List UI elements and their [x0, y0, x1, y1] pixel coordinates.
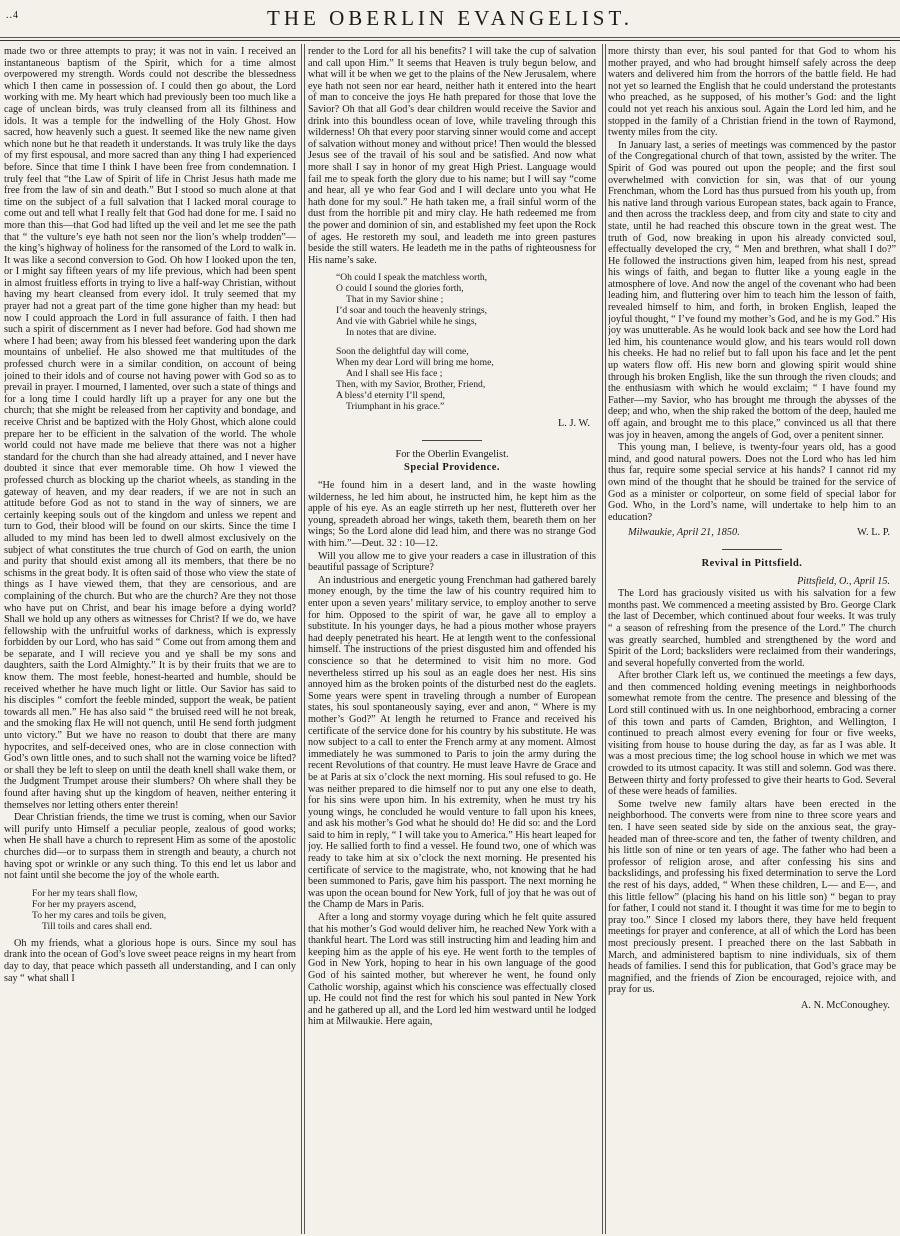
article-paragraph: Will you allow me to give your readers a case in illustration of this beautiful passage of Scripture?	[308, 550, 596, 574]
article-paragraph: After a long and stormy voyage during which he felt quite assured that his mother’s God would deliver him, he reached New York with a thankful heart. The Lord was still instructing him and leading him and keeping him as the apple of his eye. He went forth to the temples of God in New York, hoping to hear in his own language of the good God of his sainted mother, but wherever he went, he found only Catholic worship, against which his conscience was effectually closed up. He could not find the rest for which his soul panted in New York and he gathered up all, and the Lord led him westward until he lodged him at Milwaukie. Here again,	[308, 912, 596, 1028]
article-paragraph: Some twelve new family altars have been erected in the neighborhood. The converts were from nine to three score years and ten. I have seen seated side by side on the anxious seat, the gray-headed man of three-score and ten, the father of twenty children, and his little son of nine or ten years of age. The father who had been a professor of religion arose, and after confessing his sins and backslidings, and professing his fixed determination to serve the Lord the rest of his days, added, “ When these children, L— and E—, and this little fellow” (placing his hand on his little son) “ began to pray for father, I could not stand it. I thought it was time for me to begin to pray too.” Since I closed my labors there, they have held frequent meetings for prayer and conference, at all of which the Lord has been most preciously present. I preached there on the last Sabbath in March, and administered baptism to nine individuals, six of them heads of families. I send this for publication, that God’s grace may be magnified, and the friends of Zion be encouraged, rejoice with, and pray for us.	[608, 798, 896, 996]
poem-line: And vie with Gabriel while he sings,	[336, 316, 477, 328]
poem-line: And I shall see His face ;	[346, 368, 443, 380]
article-title: Special Providence.	[404, 462, 500, 474]
poem-line: “Oh could I speak the matchless worth,	[336, 272, 488, 284]
poem-line: That in my Savior shine ;	[346, 294, 444, 306]
section-rule	[722, 549, 782, 550]
article-dateline: Pittsfield, O., April 15.	[797, 575, 890, 587]
masthead	[0, 0, 900, 41]
article-paragraph: The Lord has graciously visited us with his salvation for a few months past. We commenced a meeting assisted by Bro. George Clark the last of December, which continued about four weeks. It was truly “ a season of refreshing from the presence of the Lord.” The church was greatly searched, humbled and strengthened by the word and Spirit of the Lord; backsliders were reclaimed from their wanderings, and several hopefully converted from the world.	[608, 588, 896, 669]
masthead-rule	[0, 37, 900, 38]
poem-line: Then, with my Savior, Brother, Friend,	[336, 379, 486, 391]
hymn-verse	[4, 888, 296, 932]
poem-line: For her my prayers ascend,	[32, 898, 137, 910]
author-signature: L. J. W.	[557, 418, 590, 430]
article-title: Revival in Pittsfield.	[701, 557, 803, 569]
scripture-quote: “He found him in a desert land, and in the waste howling wilderness, he led him about, he instructed him, he kept him as the apple of his eye. As an eagle stirreth up her nest, fluttereth over her young, spreadeth abroad her wings, taketh them, beareth them on her wings; So the Lord alone did lead him, and there was no strange God with him.”—Deut. 32 : 10—12.	[308, 480, 596, 550]
section-rule	[422, 440, 482, 441]
newspaper-title: THE OBERLIN EVANGELIST.	[267, 6, 633, 30]
poem-line: To her my cares and toils be given,	[32, 909, 167, 921]
poem-line: When my dear Lord will bring me home,	[336, 357, 494, 369]
poem-line: Till toils and cares shall end.	[42, 920, 152, 932]
page-number: ..4	[6, 10, 19, 21]
article-paragraph: After brother Clark left us, we continued the meetings a few days, and then commenced holding evening meetings in neighborhoods somewhat remote from the centre. The presence and blessing of the Lord still continued with us. In one neighborhood, embracing a corner of this town and parts of Camden, Brighton, and Wellington, I continued to preach almost every evening for four or five weeks, visiting from house to house during the day, as far as I was able. It was a most precious time; the log school house in which we met was crowded to its utmost capacity. It was still and solemn. God was there. Between thirty and forty professed to give their hearts to God. Several of these were heads of families.	[608, 670, 896, 798]
poem-line: In notes that are divine.	[346, 327, 437, 339]
article-paragraph: made two or three attempts to pray; it was not in vain. I received an instantaneous baptism of the Spirit, which for a time almost overpowered my strength. Words could not describe the blessedness which I then came in possession of. I could then go about, the Lord working with me. My heart which had previously been too much like a cage of unclean birds, was truly cleansed from all its filthiness and idols. It was a temple for the indwelling of the Holy Ghost. How sacred, how heavenly such a guest. It seemed like the new name given which none but he that readeth it understands. It was truly like the days of my first espousal, and more sacred than any thing I had experienced before. Since that time I think I have been free from condemnation. I truly feel that “the Law of Spirit of life in Christ Jesus hath made me free from the law of sin and death.” But I stood so much alone at that time on the subject of a full salvation that I lacked moral courage to come out and tell what I really felt that God had done for me. I said no more than this—that God had lifted up the veil and let me see the path that “ the vulture’s eye hath not seen nor the lion’s whelp trodden”—the king’s highway of holiness for the ransomed of the Lord to walk in. It was like a second conversion to God. Oh how I looked upon the ten, or I might say fifteen years of my life previous, which had been spent in almost fruitless efforts in trying to live a half-way Christian, without having my heart cleansed from every idol. It truly seemed that my prayer had not a great part of the time gone higher than my head: but now I could approach the Lord in full assurance of faith. I then had such a spirit of discernment as I never had before. God had shown me where I had been; away from his blessed feet wandering upon the dark mountains of unbelief. He also showed me that multitudes of the professed church were in a similar condition, on account of being joined to their idols and of course not having power with God so as to prevail in prayer. I mourned, I lamented, over such a state of things and for a long time I could hardly lift up a prayer for any one but the church; that she might be released from her captivity and bondage, and receive Christ and be baptized with the Holy Ghost, which alone could prepare her to be efficient in the salvation of the world. The whole world could not have made me believe that there was not a higher standard for the church than she had already attained, and I never have doubted it since that ever memorable time. Oh how I viewed the professed church as blocking up the chariot wheels, as standing in the gateway of heaven, and my dear readers, if we are not in such an attitude before God as not to stand in the way of sinners, we are certainly keeping souls out of the kingdom and unless we repent and turn to God, their blood will be found on our skirts. Since the time I alluded to my mind has been led to dwell almost exclusively on the subject of what constitutes the true church of God on earth, the union and purity that should exist among all its members, that there be no schisms in the great body. It is often said of those who view the state of things as I have viewed them, that they are censorious, and are complaining of the church. But who are the church? Are they not those who have put on Christ, and bear his image before a dying world? Shall we hold up any others as witnesses for Christ? If we do, we have fellowship with the unfruitful works of darkness, which is expressly forbidden by our Lord, who has said “ Come out from among them and be separate, and I will recieve you and ye shall be my sons and daughters, saith the Lord Almighty.” It is by their fruits that we are to know them. The most feeble, honest-hearted and humble, should be received whether he have much light or little. Our Savior has said to his disciples “ comfort the feeble minded, support the weak, be patient towards all men.” He has also said “ the bruised reed will he not break, and the smoking flax He will not quench, until He send forth judgment unto victory.” But we have no reason to doubt that there are many hypocrites, and self-deceived ones, who are in close connection with God’s own little ones, and to such shall not the warning voice be lifted? or shall they be left to sleep on until the death knell shall wake them, or the Judgment Trumpet arouse their slumbers? Oh where shall they be found after having shut up the kingdom of heaven, neither entering it themselves nor letting others enter therein!	[4, 46, 296, 811]
poem-line: Soon the delightful day will come,	[336, 346, 469, 358]
hymn-verse	[308, 272, 596, 412]
author-signature: A. N. McConoughey.	[800, 999, 890, 1011]
column-divider-1	[301, 44, 302, 1234]
column-3	[608, 46, 896, 1232]
column-1	[4, 46, 296, 1232]
poem-line: A bless’d eternity I’ll spend,	[336, 390, 445, 402]
article-paragraph: more thirsty than ever, his soul panted for that God to whom his mother prayed, and who had brought himself safely across the deep waters and delivered him from the horrors of the battle field. He had not yet so learned the English that he could understand the protestants who preached, as he supposed, of his mother’s God: and the light could not yet reach his anxious soul. Again the Lord led him, and he stopped in the family of a Christian friend in the town of Raymond, twenty miles from the city.	[608, 46, 896, 139]
article-source: For the Oberlin Evangelist.	[395, 448, 509, 460]
poem-line: Triumphant in his grace.”	[346, 401, 445, 413]
article-paragraph: Oh my friends, what a glorious hope is ours. Since my soul has drank into the ocean of God’s love sweet peace reigns in my heart from day to day, that peace which passeth all understanding, and I can only say “ what shall I	[4, 937, 296, 984]
signature-row	[608, 527, 890, 539]
article-paragraph: An industrious and energetic young Frenchman had gathered barely money enough, by the time the law of his country required him to enter upon a seven years’ military service, to employ another to serve for him. Opposed to the spirit of war, he gave all to employ a substitute. In his younger days, he had a pious mother whose prayers had deeply penetrated his heart. He at length went to the confessional himself. The instructions of the priest disgusted him and offended his conscience so that he determined to visit him no more. God nevertheless stirred up his soul as an eagle does her nest. His sins annoyed him as the broken points of the disturbed nest do the eaglets. Some years were spent in traveling through a number of European states, his soul spontaneously saying, ever and anon, “ Where is my mother’s God?” At length he returned to France and received his certificate of the service done for his country by his substitute. He was now subject to a call to enter the French army at any moment. Almost immediately he was summoned to Paris to join the army during the recent Revolutions of that country. He must leave Havre de Grace and be at Paris at six o’clock the next morning. His soul refused to go. He was neither prepared to die himself nor to put any one else to death, for his sins were upon him. In his extremity, when he must try his young wings, he concluded he would venture to fall upon his knees, and ask his mother’s God what he should do! He did so: and the Lord said to him in reply, “ I will take you to America.” His heart leaped for joy. He sallied forth to find a vessel. He found two, one of which was ready to take him at six o’clock the next morning. He presented his certificate of service to the magistrate, who, not knowing that he had been summoned to Paris, gave him his passport. The next morning he was upon the ocean bound for New York, full of joy that he was out of the Champ de Mars in Paris.	[308, 574, 596, 911]
column-2	[308, 46, 596, 1232]
article-paragraph: Dear Christian friends, the time we trust is coming, when our Savior will purify unto Himself a peculiar people, zealous of good works; when He shall have a church to represent Him as some of the apostolic churches did—or to surpass them in strength and beauty, a church not having spot or wrinkle or any such thing. To this end let us labor and not faint until she become the joy of the whole earth.	[4, 812, 296, 882]
author-signature: W. L. P.	[857, 527, 890, 539]
poem-line: O could I sound the glories forth,	[336, 283, 464, 295]
poem-line: I’d soar and touch the heavenly strings,	[336, 305, 488, 317]
article-paragraph: In January last, a series of meetings was commenced by the pastor of the Congregational church of that town, assisted by the writer. The Spirit of God was poured out upon the people; and the first soul overwhelmed with conviction for sin, was that of our young Frenchman, whom the Lord has thus pursued from his youth up, from his native land through various European states, back again to France, and then across the trackless deep, and from city and state to city and state, until he had reached this obscure town in the great west. The truth of God, now breaking in upon his already convicted soul, effectually developed the cry, “ Men and brethren, what shall I do?” He followed the instructions given him, leaped from his nest, spread his wings of faith, and began to flutter like a young eagle in the atmosphere of love. And now the angel of the covenant who had been leading him, and fluttering over him to teach him the lesson of faith, revealed himself to him, and forth, in broken English, leaped the joyful thought, “ I’ve found my mother’s God, and he is my God.” His joy was unutterable. As he would look back and see how the Lord had led him, his countenance would glow, and his tears would roll down his cheeks. He had no relief but to fall upon his face and let the pent up waters flow off. His new born and glowing spirit would shine through his broken English, like the sun through the riven clouds; and the enthusiasm with which he would exclaim; “ I have found my Father—my Savior, who has brought me through the abysses of the deep; and who, when the ship raked the bottom of the deep, hauled me off again, and brought me to this place,” convinced us all that there was joy in heaven, among the angels of God, over a penitent sinner.	[608, 139, 896, 441]
article-paragraph: This young man, I believe, is twenty-four years old, has a good mind, and good natural powers. Does not the Lord who has led him thus far, require some special service at his hands? I cannot rid my own mind of the thought that he should be trained for the service of God as a minister or colporteur, on some field of special labor for God. Who, in the Lord’s name, will undertake to help him to an education?	[608, 442, 896, 523]
article-paragraph: render to the Lord for all his benefits? I will take the cup of salvation and call upon Him.” It seems that Heaven is truly begun below, and what will it be when we get to the plains of the New Jerusalem, where eye hath not seen nor ear heard, neither hath it entered into the heart of man to conceive the joys He hath prepared for those that love the Savior? Oh that all God’s dear children would receive the Savior and drink into this boundless ocean of love, while traveling through this wilderness! Oh that every poor starving sinner would come and accept of salvation without money and without price! Then would the blessed Jesus see of the travail of his soul and be satisfied. And now what more shall I say in honor of my great High Priest. Language would fail me to speak forth the glory due to his name; but I will say “come and hear, all ye who fear God and I will declare unto you what He hath done for my soul.” He hath taken me, a frail sinful worm of the dust from the horrible pit and miry clay. He hath redeemed me from the power and dominion of sin, and established my feet upon the Rock of ages. He restoreth my soul, and leadeth me into green pastures beside the still waters. He leadeth me in the paths of righteousness for His name’s sake.	[308, 46, 596, 266]
signature-date: Milwaukie, April 21, 1850.	[628, 527, 740, 539]
column-divider-2	[602, 44, 603, 1234]
poem-line: For her my tears shall flow,	[32, 887, 138, 899]
